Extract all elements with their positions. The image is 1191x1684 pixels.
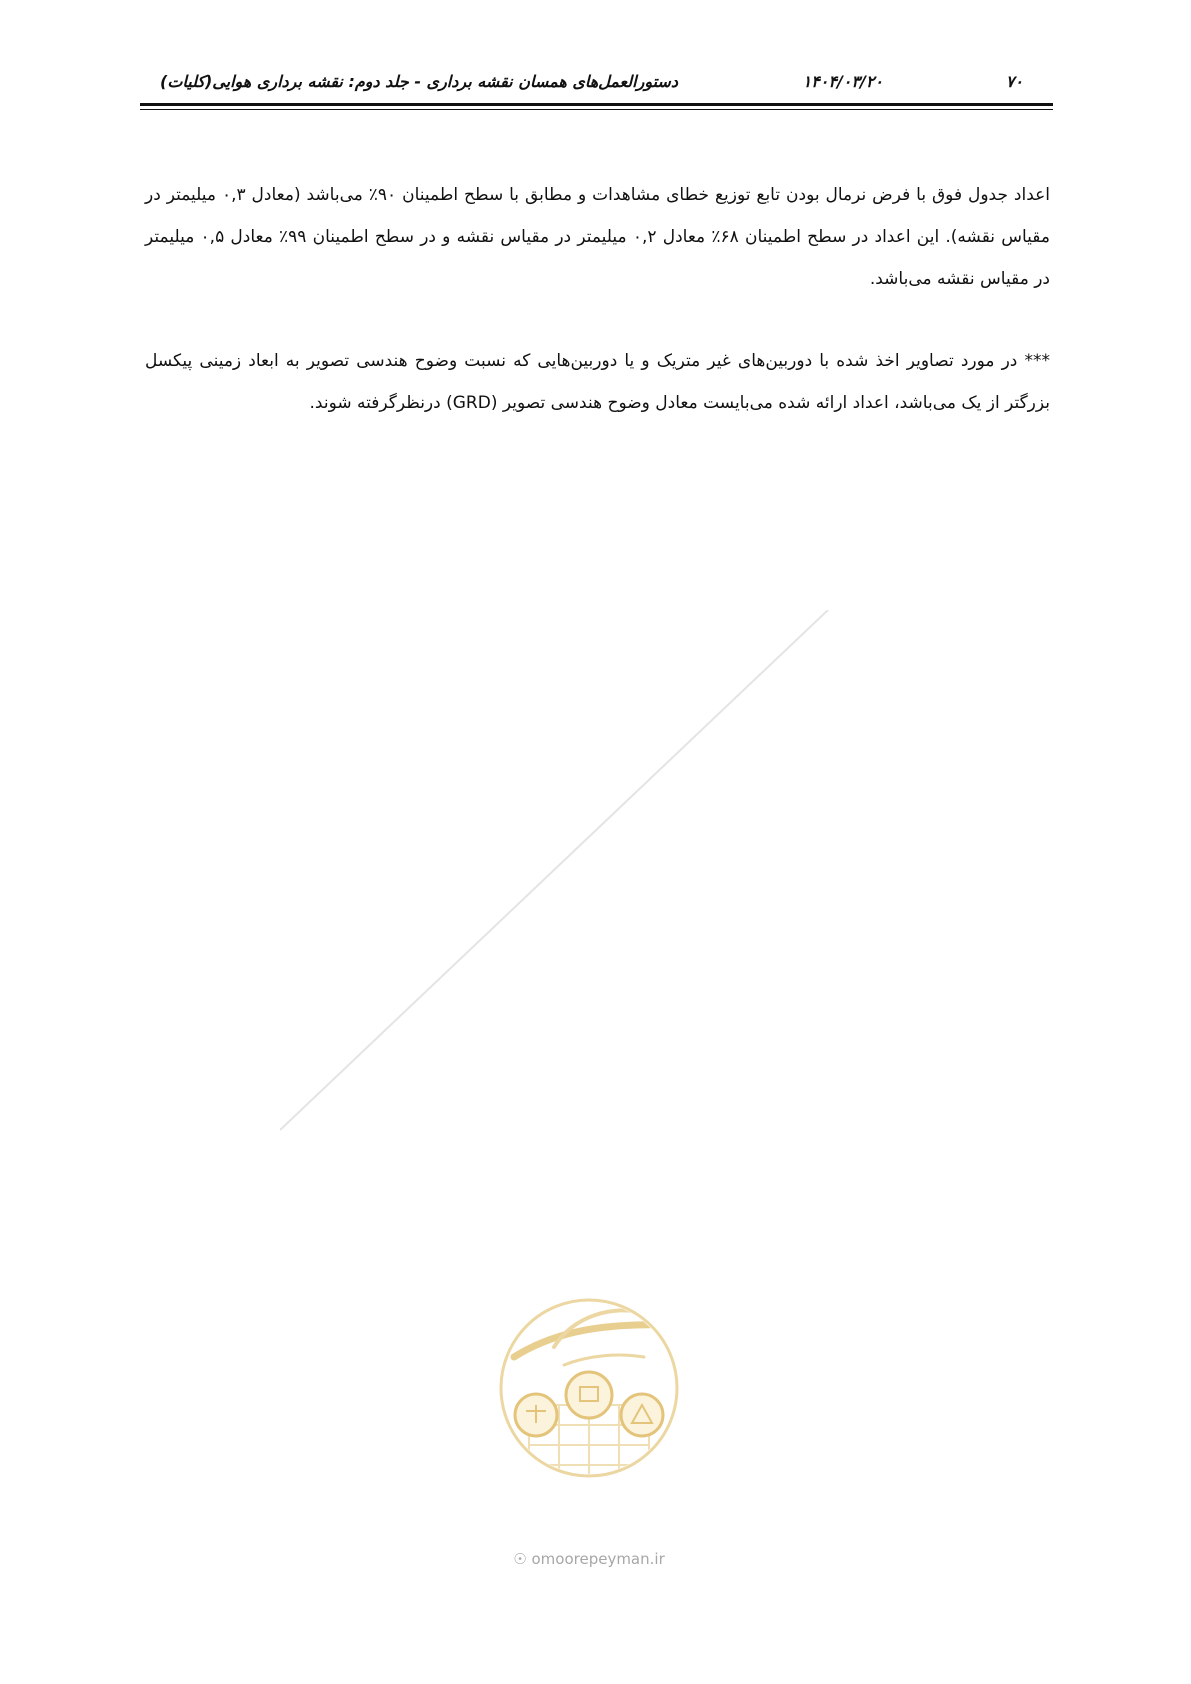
page-number: ۷۰: [1005, 72, 1023, 91]
globe-icon: ☉: [513, 1550, 527, 1568]
diagonal-watermark-line: [280, 610, 900, 1230]
watermark-seal-logo: [494, 1295, 684, 1555]
header-date: ۱۴۰۴/۰۳/۲۰: [802, 72, 883, 91]
page-header: [140, 68, 1053, 96]
paragraph-confidence-levels: اعداد جدول فوق با فرض نرمال بودن تابع توزیع خطای مشاهدات و مطابق با سطح اطمینان ۹۰٪ می‌باشد (معادل ۰,۳ میلیمتر در مقیاس نقشه). این اعداد در سطح اطمینان ۶۸٪ معادل ۰,۲ میلیمتر در مقیاس نقشه و در سطح اطمینان ۹۹٪ معادل ۰,۵ میلیمتر در مقیاس نقشه می‌باشد.: [145, 185, 1051, 289]
watermark-caption: [494, 1550, 684, 1568]
paragraph-nonmetric-cameras: *** در مورد تصاویر اخذ شده با دوربین‌های غیر متریک و یا دوربین‌هایی که نسبت وضوح هندسی تصویر به ابعاد زمینی پیکسل بزرگتر از یک می‌باشد، اعداد ارائه شده می‌بایست معادل وضوح هندسی تصویر (GRD) درنظرگرفته شوند.: [145, 351, 1050, 413]
main-text: [145, 174, 1050, 464]
website-caption: omoorepeyman.ir: [531, 1550, 665, 1568]
header-rule-thin: [140, 109, 1053, 110]
header-rule-thick: [140, 103, 1053, 106]
document-title: دستورالعمل‌های همسان نقشه برداری - جلد دوم: نقشه برداری هوایی(کلیات): [160, 72, 678, 91]
